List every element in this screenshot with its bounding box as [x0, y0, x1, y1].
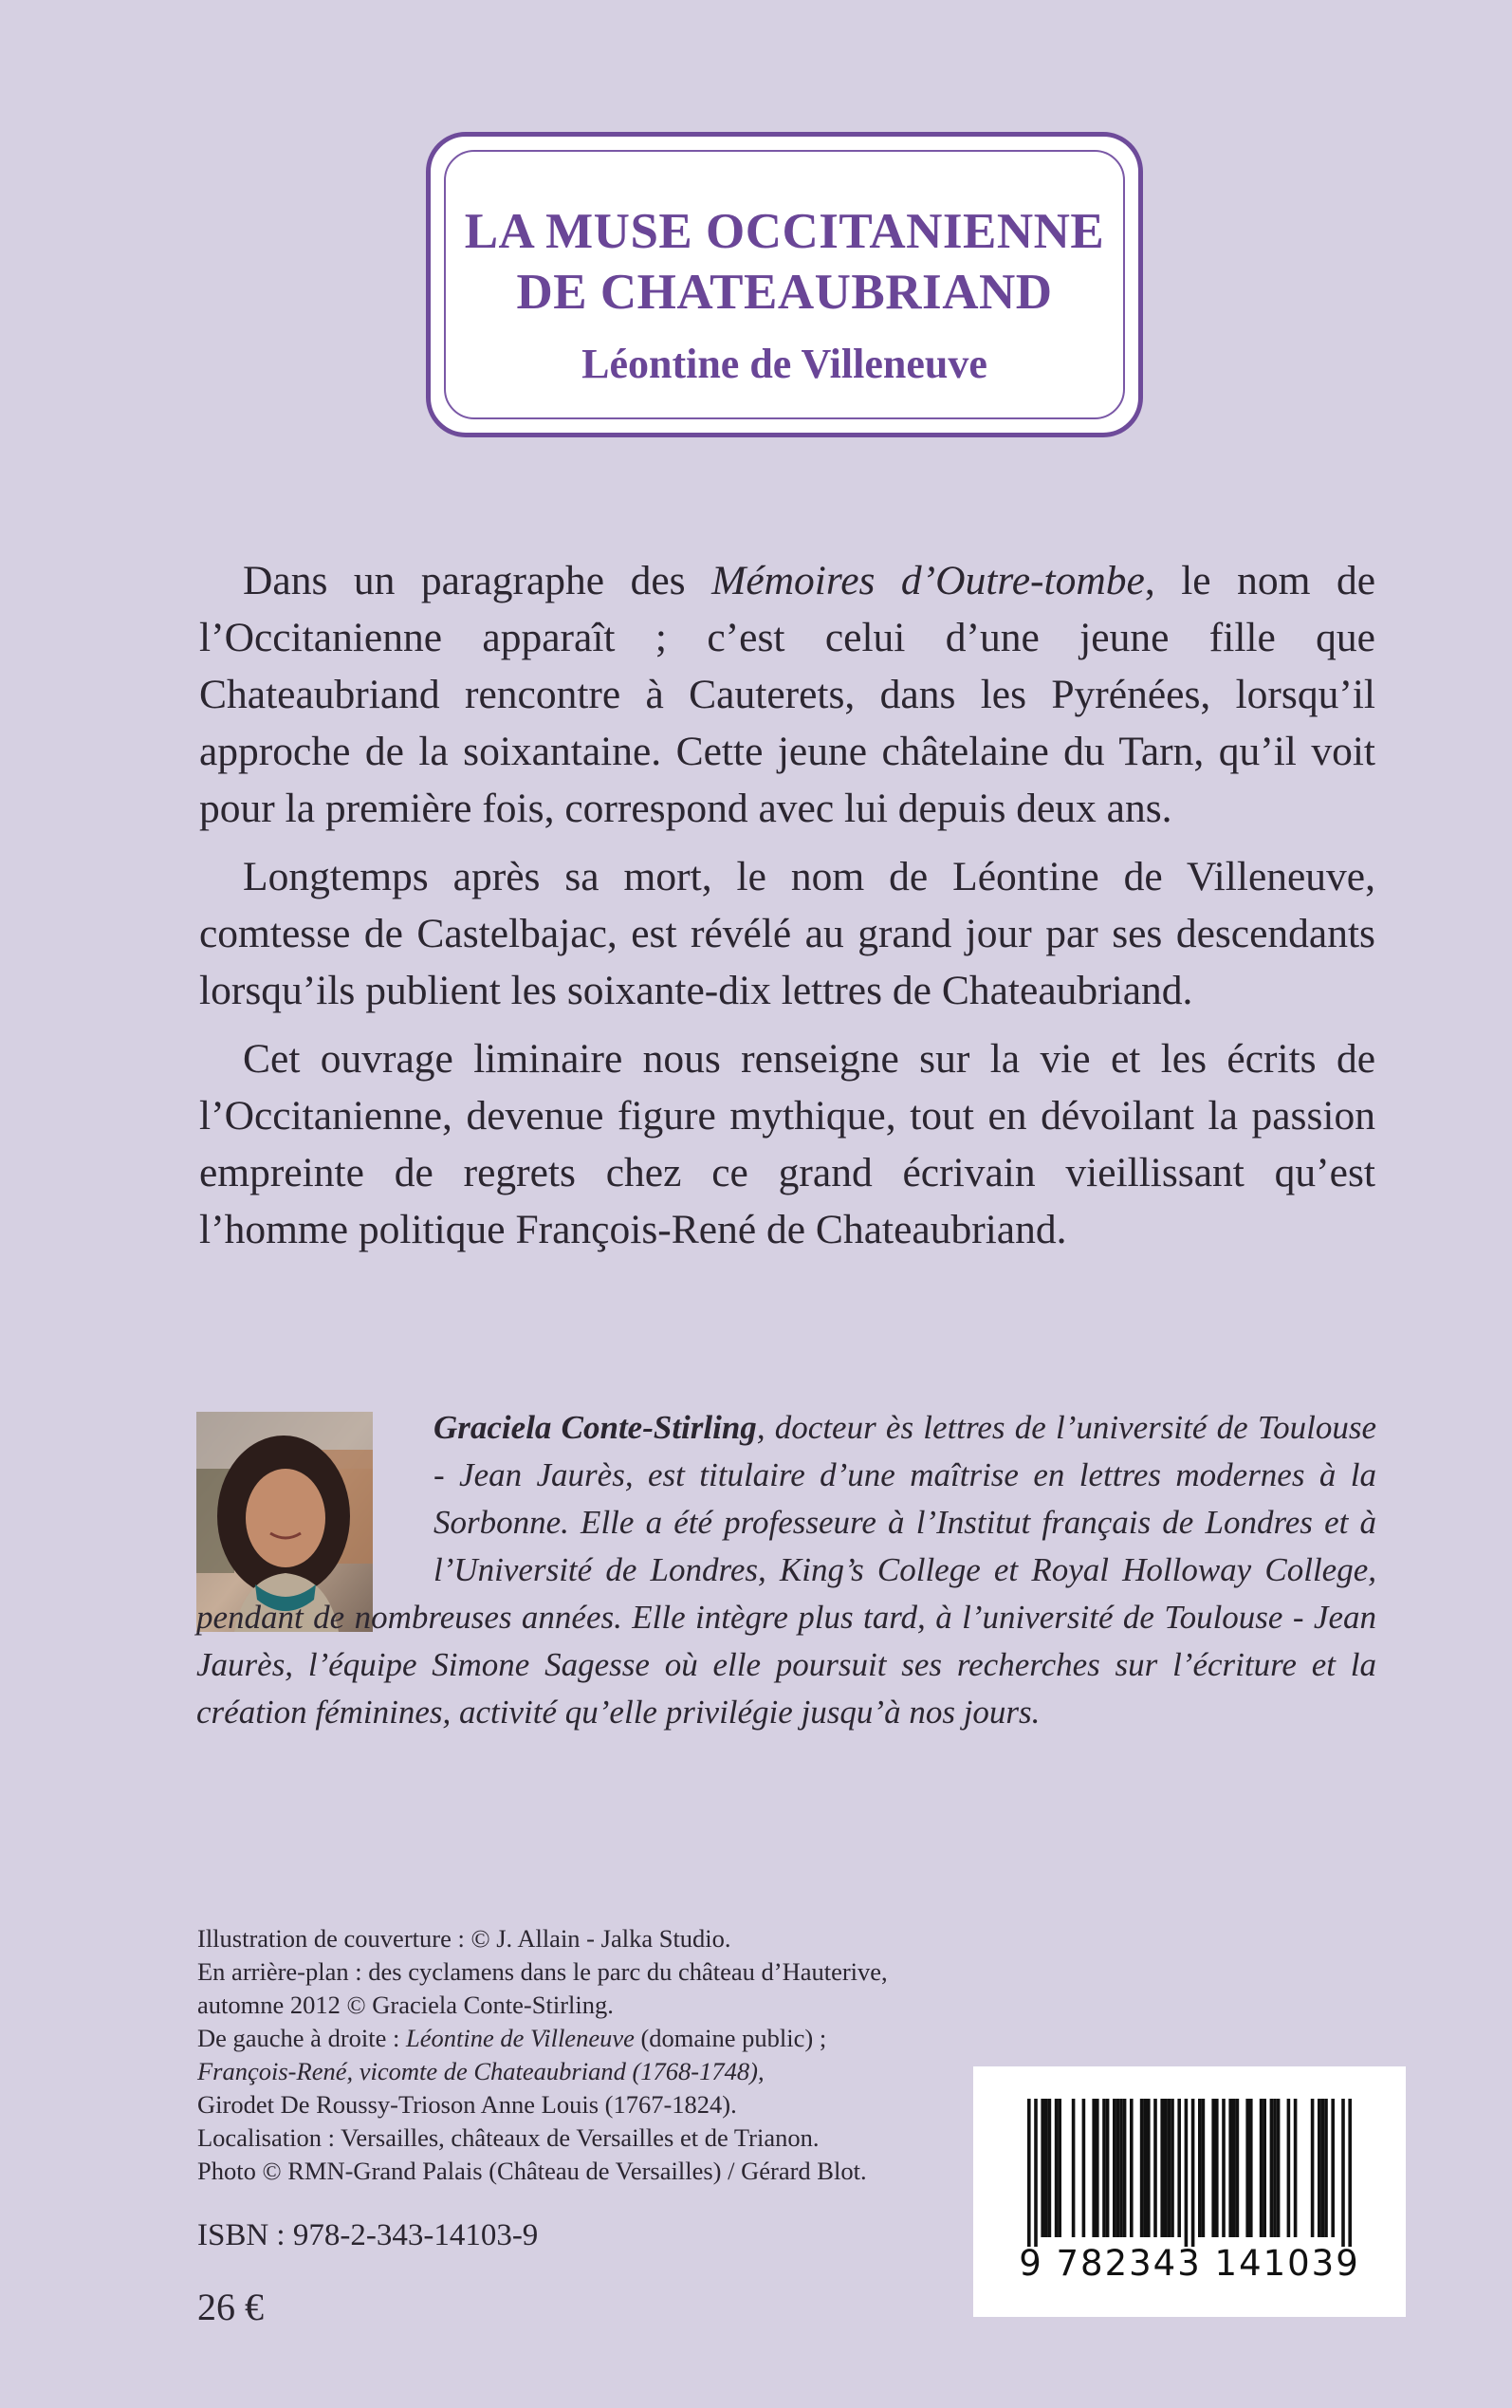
credit-line: Illustration de couverture : © J. Allain - Jalka Studio.: [197, 1924, 731, 1953]
barcode-bar: [1055, 2099, 1059, 2237]
barcode-bar: [1044, 2099, 1048, 2237]
barcode-bar: [1160, 2099, 1164, 2237]
barcode-bar: [1048, 2099, 1052, 2237]
price: 26 €: [197, 2286, 264, 2328]
title-cartouche: [426, 132, 1143, 437]
barcode-bar: [1318, 2099, 1321, 2237]
barcode-bar: [1245, 2099, 1249, 2237]
barcode-bar: [1140, 2099, 1144, 2237]
barcode-bar: [1072, 2099, 1076, 2237]
barcode-bar: [1119, 2099, 1123, 2237]
barcode-bar: [1102, 2099, 1106, 2237]
image-credits: [197, 1922, 918, 2188]
barcode-bar: [1113, 2099, 1116, 2237]
author-bio-text: , docteur ès lettres de l’université de Toulouse - Jean Jaurès, est titulaire d’une maîtrise en lettres modernes à la Sorbonne. Elle a été professeure à l’Institut français de Londres et à l’Université de Londres, King’s College et Royal Holloway College, pendant de nombreuses années. Elle intègre plus tard, à l’université de Toulouse - Jean Jaurès, l’équipe Simone Sagesse où elle poursuit ses recherches sur l’écriture et la création féminines, activité qu’elle privilégie jusqu’à nos jours.: [196, 1409, 1376, 1731]
barcode: [973, 2066, 1406, 2317]
book-subtitle: Léontine de Villeneuve: [581, 341, 987, 387]
barcode-bar: [1287, 2099, 1291, 2237]
barcode-bar: [1273, 2099, 1277, 2237]
barcode-bar: [1202, 2099, 1206, 2237]
title-cartouche-inner: [444, 150, 1125, 419]
barcode-bar: [1249, 2099, 1253, 2237]
blurb-paragraph-1: Dans un paragraphe des Mémoires d’Outre-tombe, le nom de l’Occitanienne apparaît ; c’est celui d’une jeune fille que Chateaubriand rencontre à Cauterets, dans les Pyrénées, lorsqu’il approche de la soixantaine. Cette jeune châtelaine du Tarn, qu’il voit pour la première fois, correspond avec lui depuis deux ans.: [199, 558, 1375, 831]
barcode-bar: [1260, 2099, 1263, 2237]
barcode-bar: [1294, 2099, 1298, 2237]
barcode-bar: [1222, 2099, 1226, 2237]
barcode-bar: [1331, 2099, 1335, 2237]
barcode-bar: [1211, 2099, 1215, 2237]
isbn: ISBN : 978-2-343-14103-9: [197, 2218, 539, 2252]
barcode-bars: [973, 2066, 1406, 2247]
barcode-bar: [1215, 2099, 1219, 2237]
barcode-bar: [1191, 2099, 1195, 2247]
barcode-bar: [1270, 2099, 1274, 2237]
barcode-bar: [1106, 2099, 1110, 2237]
barcode-bar: [1096, 2099, 1099, 2237]
barcode-bar: [1171, 2099, 1174, 2237]
barcode-bar: [1228, 2099, 1232, 2237]
barcode-bar: [1311, 2099, 1315, 2237]
back-cover-blurb: [199, 552, 1375, 1269]
author-bio: [196, 1404, 1376, 1736]
barcode-bar: [1058, 2099, 1061, 2237]
barcode-bar: [1277, 2099, 1281, 2237]
barcode-bar: [1348, 2099, 1352, 2247]
credit-line: Girodet De Roussy-Trioson Anne Louis (1767-1824).: [197, 2090, 737, 2119]
book-title-line-1: LA MUSE OCCITANIENNE: [464, 204, 1105, 259]
memoires-title: Mémoires d’Outre-tombe: [711, 558, 1145, 603]
barcode-bar: [1116, 2099, 1120, 2237]
barcode-bar: [1027, 2099, 1031, 2247]
barcode-bar: [1185, 2099, 1189, 2247]
barcode-bar: [1123, 2099, 1127, 2237]
barcode-bar: [1263, 2099, 1266, 2237]
barcode-bar: [1041, 2099, 1044, 2237]
barcode-bar: [1164, 2099, 1168, 2237]
barcode-bar: [1143, 2099, 1147, 2237]
barcode-bar: [1130, 2099, 1134, 2237]
barcode-bar: [1147, 2099, 1151, 2237]
barcode-bar: [1034, 2099, 1038, 2247]
blurb-paragraph-2: Longtemps après sa mort, le nom de Léontine de Villeneuve, comtesse de Castelbajac, est révélé au grand jour par ses descendants lorsqu’ils publient les soixante-dix lettres de Chateaubriand.: [199, 854, 1375, 1013]
barcode-bar: [1168, 2099, 1171, 2237]
credit-line: En arrière-plan : des cyclamens dans le parc du château d’Hauterive,: [197, 1957, 888, 1986]
barcode-bar: [1324, 2099, 1328, 2237]
credit-line: automne 2012 © Graciela Conte-Stirling.: [197, 1991, 614, 2019]
credit-line: De gauche à droite : Léontine de Villeneuve (domaine public) ;: [197, 2024, 827, 2052]
blurb-paragraph-3: Cet ouvrage liminaire nous renseigne sur la vie et les écrits de l’Occitanienne, devenue figure mythique, tout en dévoilant la passion empreinte de regrets chez ce grand écrivain vieillissant qu’est l’homme politique François-René de Chateaubriand.: [199, 1036, 1375, 1252]
credit-line: Photo © RMN-Grand Palais (Château de Versailles) / Gérard Blot.: [197, 2157, 867, 2185]
barcode-bar: [1232, 2099, 1236, 2237]
barcode-bar: [1082, 2099, 1086, 2237]
author-name: Graciela Conte-Stirling: [433, 1409, 757, 1446]
credit-line: François-René, vicomte de Chateaubriand (1768-1748),: [197, 2057, 765, 2085]
barcode-bar: [1153, 2099, 1157, 2237]
barcode-digits: 9 782343 141039: [1019, 2243, 1360, 2284]
barcode-bar: [1321, 2099, 1325, 2237]
credit-line: Localisation : Versailles, châteaux de Versailles et de Trianon.: [197, 2123, 820, 2152]
barcode-bar: [1092, 2099, 1096, 2237]
barcode-bar: [1341, 2099, 1345, 2247]
book-title-line-2: DE CHATEAUBRIAND: [516, 265, 1053, 320]
barcode-bar: [1198, 2099, 1202, 2237]
barcode-bar: [1236, 2099, 1240, 2237]
barcode-bar: [1177, 2099, 1181, 2237]
